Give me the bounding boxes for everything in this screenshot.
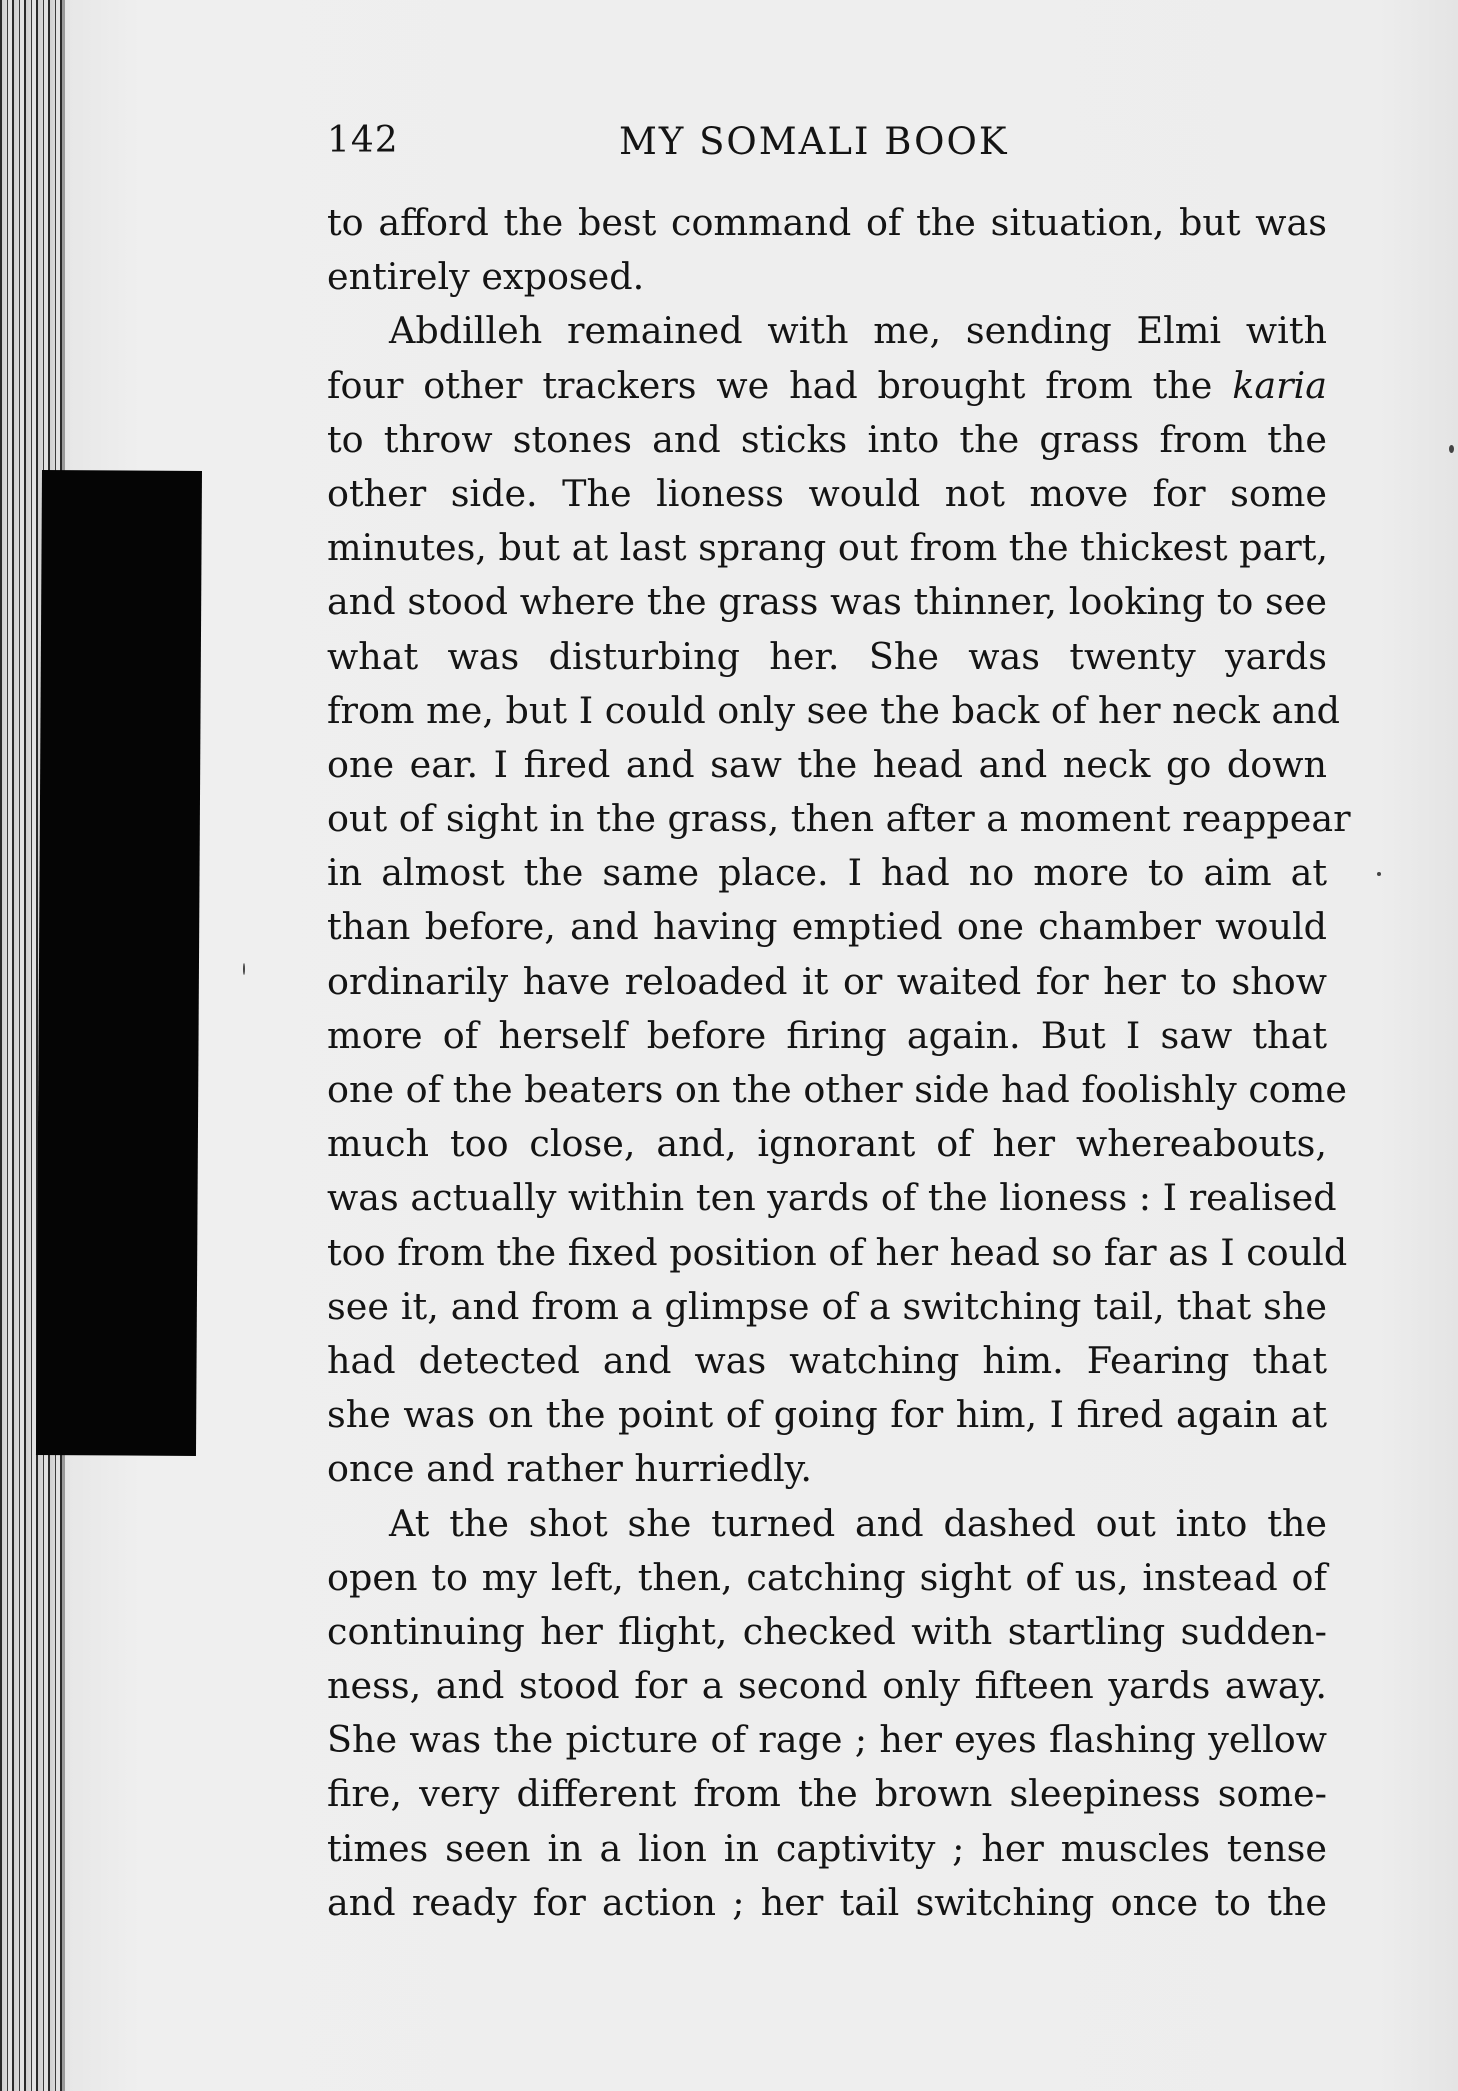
body-text (327, 196, 1351, 1930)
text-line: and ready for action ; her tail switching once to the (327, 1880, 1327, 1924)
text-line: and stood where the grass was thinner, looking to see (327, 580, 1327, 624)
text-line: entirely exposed. (327, 255, 645, 299)
speck-mark (1449, 445, 1454, 453)
text-line: out of sight in the grass, then after a moment reappear (327, 797, 1351, 841)
text-line: too from the fixed position of her head so far as I could (327, 1230, 1348, 1274)
text-line: open to my left, then, catching sight of us, instead of (327, 1555, 1327, 1599)
text-line: she was on the point of going for him, I fired again at (327, 1393, 1327, 1437)
running-head: MY SOMALI BOOK (619, 120, 1009, 163)
text-line: than before, and having emptied one chamber would (327, 905, 1327, 949)
text-line: one ear. I fired and saw the head and neck go down (327, 742, 1327, 786)
text-line: She was the picture of rage ; her eyes flashing yellow (327, 1718, 1327, 1762)
text-line: had detected and was watching him. Fearing that (327, 1338, 1327, 1382)
text-line: minutes, but at last sprang out from the thickest part, (327, 526, 1329, 570)
page-number: 142 (327, 120, 399, 161)
text-line: much too close, and, ignorant of her whereabouts, (327, 1122, 1327, 1166)
text-line: more of herself before firing again. But I saw that (327, 1013, 1327, 1057)
text-line: what was disturbing her. She was twenty yards (327, 634, 1327, 678)
text-line: ordinarily have reloaded it or waited for her to show (327, 959, 1327, 1003)
text-line: was actually within ten yards of the lioness : I realised (327, 1176, 1337, 1220)
italic-word: karia (1232, 363, 1327, 407)
text-line: to afford the best command of the situation, but was (327, 201, 1327, 244)
speck-mark (1377, 872, 1381, 876)
text-line: from me, but I could only see the back of her neck and (327, 688, 1341, 732)
text-line: in almost the same place. I had no more to aim at (327, 851, 1327, 895)
text-line: times seen in a lion in captivity ; her muscles tense (327, 1826, 1327, 1870)
text-line: one of the beaters on the other side had foolishly come (327, 1068, 1347, 1111)
text-line: see it, and from a glimpse of a switching tail, that she (327, 1284, 1327, 1328)
black-bookmark-strip (36, 470, 202, 1456)
text-line: fire, very different from the brown sleepiness some- (327, 1772, 1327, 1816)
text-line: to throw stones and sticks into the grass from the (327, 417, 1327, 461)
text-line: At the shot she turned and dashed out into the (389, 1501, 1327, 1545)
text-line: continuing her flight, checked with startling sudden- (327, 1609, 1327, 1653)
page-header (327, 120, 1327, 180)
speck-mark (243, 963, 245, 975)
text-line-with-italic: four other trackers we had brought from the karia (327, 363, 1327, 407)
text-line: other side. The lioness would not move for some (327, 471, 1327, 515)
text-line: once and rather hurriedly. (327, 1447, 812, 1491)
text-line: Abdilleh remained with me, sending Elmi with (389, 309, 1327, 353)
text-line: ness, and stood for a second only fifteen yards away. (327, 1664, 1327, 1708)
